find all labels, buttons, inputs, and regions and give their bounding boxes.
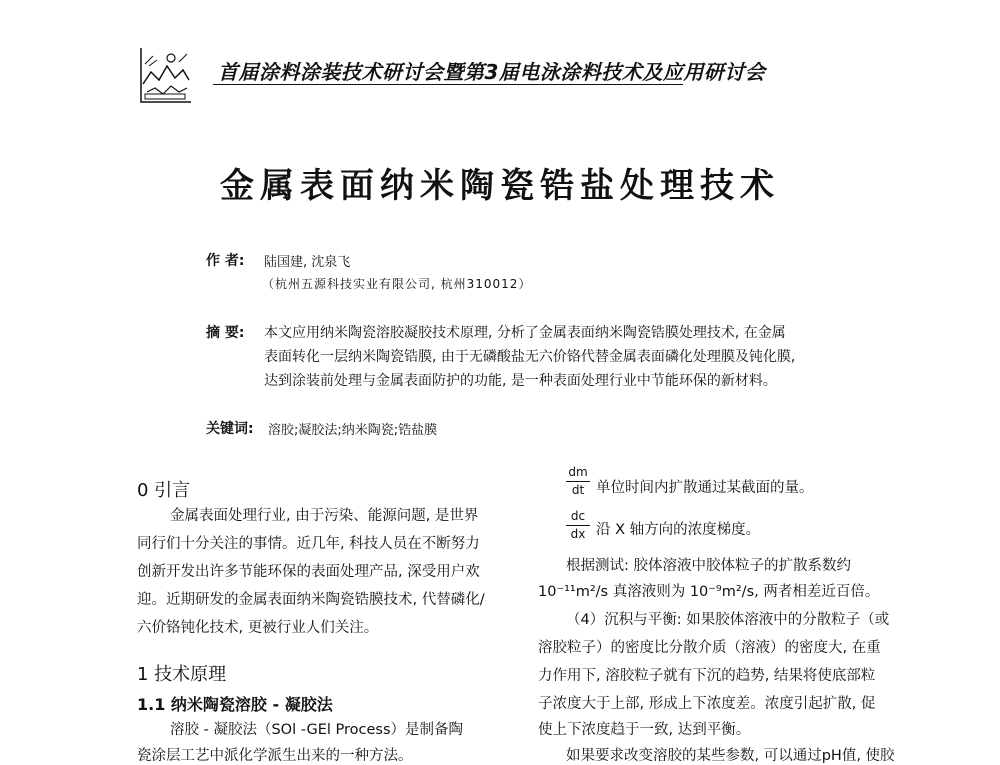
body-line: 迎。近期研发的金属表面纳米陶瓷锆膜技术, 代替磷化/	[137, 592, 485, 608]
affiliation: （杭州五源科技实业有限公司, 杭州310012）	[262, 277, 532, 291]
section-1-1-title: 1.1 纳米陶瓷溶胶 - 凝胶法	[137, 695, 333, 714]
fraction-bar	[566, 525, 590, 526]
fraction-denominator: dx	[570, 527, 586, 541]
abstract-label: 摘 要:	[206, 325, 245, 341]
paper-title: 金属表面纳米陶瓷锆盐处理技术	[220, 166, 780, 206]
body-line: 如果要求改变溶胶的某些参数, 可以通过pH值, 使胶	[566, 748, 895, 764]
conference-logo	[137, 44, 195, 106]
abstract-line: 达到涂装前处理与金属表面防护的功能, 是一种表面处理行业中节能环保的新材料。	[264, 373, 777, 389]
body-line: 使上下浓度趋于一致, 达到平衡。	[538, 722, 751, 738]
section-1-title: 1 技术原理	[137, 664, 227, 685]
abstract-line: 本文应用纳米陶瓷溶胶凝胶技术原理, 分析了金属表面纳米陶瓷锆膜处理技术, 在金属	[264, 325, 786, 341]
fraction-dc-dx	[566, 510, 590, 541]
section-0-title: 0 引言	[137, 480, 191, 501]
header-divider	[213, 84, 683, 85]
body-line: 10⁻¹¹m²/s 真溶液则为 10⁻⁹m²/s, 两者相差近百倍。	[538, 584, 880, 600]
body-line: 溶胶 - 凝胶法（SOl -GEl Process）是制备陶	[170, 722, 464, 738]
body-line: 溶胶粒子）的密度比分散介质（溶液）的密度大, 在重	[538, 640, 881, 656]
keywords-label: 关键词:	[206, 421, 254, 437]
authors: 陆国建, 沈泉飞	[264, 255, 351, 270]
fraction-dm-dt-description: 单位时间内扩散通过某截面的量。	[596, 480, 814, 496]
fraction-dm-dt	[566, 466, 590, 497]
body-line: 金属表面处理行业, 由于污染、能源问题, 是世界	[170, 508, 479, 524]
authors-label: 作 者:	[206, 253, 245, 269]
fraction-denominator: dt	[571, 483, 585, 497]
body-line: 根据测试: 胶体溶液中胶体粒子的扩散系数约	[566, 558, 851, 574]
keywords: 溶胶;凝胶法;纳米陶瓷;锆盐膜	[268, 423, 438, 438]
body-line: 同行们十分关注的事情。近几年, 科技人员在不断努力	[137, 536, 480, 552]
body-line: 力作用下, 溶胶粒子就有下沉的趋势, 结果将使底部粒	[538, 668, 876, 684]
body-line: （4）沉积与平衡: 如果胶体溶液中的分散粒子（或	[566, 612, 890, 628]
fraction-numerator: dm	[568, 465, 588, 479]
body-line: 子浓度大于上部, 形成上下浓度差。浓度引起扩散, 促	[538, 696, 876, 712]
abstract-line: 表面转化一层纳米陶瓷锆膜, 由于无磷酸盐无六价铬代替金属表面磷化处理膜及钝化膜,	[264, 349, 796, 365]
body-line: 创新开发出许多节能环保的表面处理产品, 深受用户欢	[137, 564, 480, 580]
body-line: 瓷涂层工艺中派化学派生出来的一种方法。	[137, 748, 413, 764]
fraction-dc-dx-description: 沿 X 轴方向的浓度梯度。	[596, 522, 761, 538]
fraction-bar	[566, 481, 590, 482]
body-line: 六价铬钝化技术, 更被行业人们关注。	[137, 620, 379, 636]
conference-title: 首届涂料涂装技术研讨会暨第3届电泳涂料技术及应用研讨会	[218, 60, 766, 84]
fraction-numerator: dc	[570, 509, 586, 523]
